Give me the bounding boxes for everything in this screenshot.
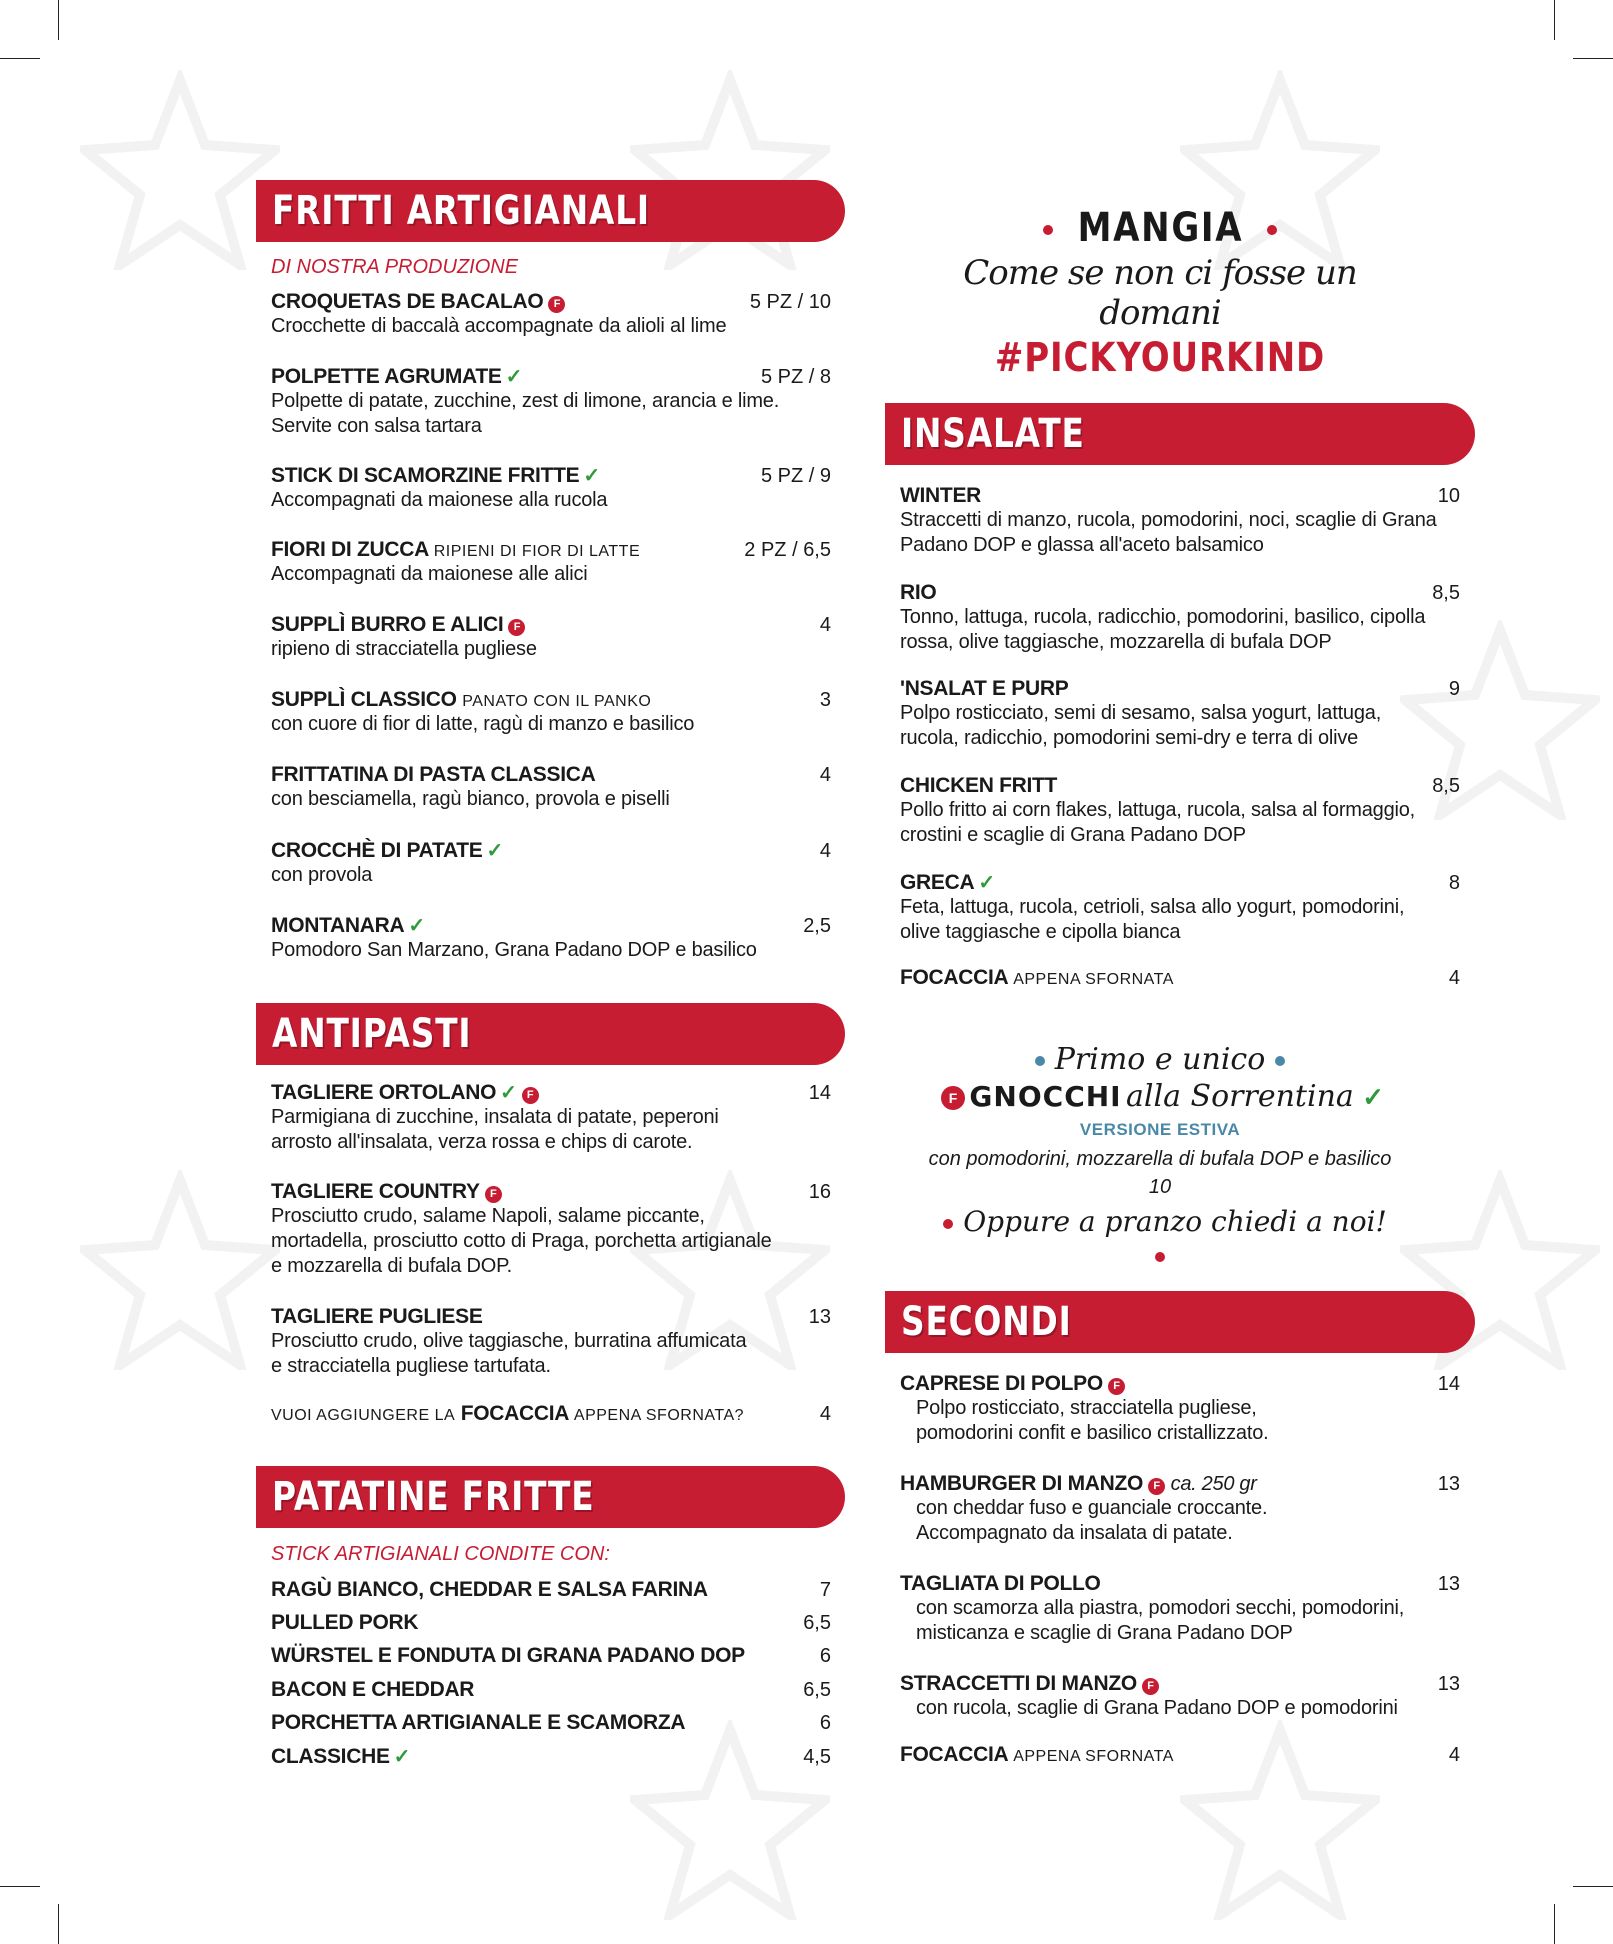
item-name: CLASSICHE: [271, 1745, 390, 1768]
item-price: 6: [819, 1712, 831, 1734]
section-subtitle: DI NOSTRA PRODUZIONE: [271, 256, 519, 278]
item-name: TAGLIERE COUNTRY: [271, 1180, 480, 1203]
item-name: WÜRSTEL E FONDUTA DI GRANA PADANO DOP: [271, 1644, 745, 1667]
focaccia-item: [900, 1743, 1460, 1767]
item-name: CROQUETAS DE BACALAO: [271, 290, 544, 313]
item-description: Feta, lattuga, rucola, cetrioli, salsa allo yogurt, pomodorini,: [900, 896, 1405, 918]
addon-price: 4: [819, 1403, 831, 1425]
bullet-dot-icon: [1275, 1056, 1285, 1066]
item-price: 7: [819, 1579, 831, 1601]
item-price: 6: [819, 1645, 831, 1667]
special-intro: Primo e unico: [1054, 1042, 1266, 1077]
item-name: CHICKEN FRITT: [900, 774, 1058, 797]
menu-item: [900, 484, 1460, 558]
item-name: FIORI DI ZUCCA: [271, 538, 429, 561]
menu-item: [900, 677, 1460, 751]
item-price: 5 PZ / 9: [760, 465, 831, 487]
item-price: 8,5: [1432, 582, 1460, 604]
brand-title: MANGIA: [1077, 205, 1243, 251]
item-note: PANATO CON IL PANKO: [462, 693, 652, 710]
item-description: mortadella, prosciutto cotto di Praga, porchetta artigianale: [271, 1230, 772, 1252]
bullet-dot-icon: [1035, 1056, 1045, 1066]
item-price: 14: [808, 1082, 831, 1104]
item-description: Polpo rosticciato, semi di sesamo, salsa yogurt, lattuga,: [900, 702, 1382, 724]
item-price: 3: [819, 689, 831, 711]
vegetarian-icon: ✓: [408, 915, 425, 937]
menu-item: [271, 1644, 831, 1668]
section-band-secondi: [885, 1291, 1475, 1353]
fried-icon: F: [485, 1186, 502, 1203]
fried-icon: F: [548, 296, 565, 313]
special-version: VERSIONE ESTIVA: [1079, 1120, 1241, 1139]
item-price: 5 PZ / 10: [749, 291, 831, 313]
brand-header: [930, 205, 1390, 381]
item-name: PORCHETTA ARTIGIANALE E SCAMORZA: [271, 1711, 686, 1734]
item-name: PULLED PORK: [271, 1611, 419, 1634]
secondi-list: [900, 1372, 1460, 1782]
section-title: PATATINE FRITTE: [272, 1474, 595, 1520]
item-description: e stracciatella pugliese tartufata.: [271, 1355, 551, 1377]
item-description: Prosciutto crudo, olive taggiasche, burratina affumicata: [271, 1330, 747, 1352]
item-name: TAGLIATA DI POLLO: [900, 1572, 1101, 1595]
item-note: APPENA SFORNATA: [1013, 1748, 1174, 1765]
menu-item: [271, 290, 831, 339]
item-description: pomodorini confit e basilico cristallizzato.: [916, 1422, 1269, 1444]
item-price: 13: [1437, 1473, 1460, 1495]
section-title: SECONDI: [901, 1299, 1072, 1345]
item-price: 13: [808, 1306, 831, 1328]
item-description: con scamorza alla piastra, pomodori secchi, pomodorini,: [916, 1597, 1405, 1619]
vegetarian-icon: ✓: [486, 840, 503, 862]
item-description: e mozzarella di bufala DOP.: [271, 1255, 513, 1277]
menu-item: [900, 870, 1460, 945]
item-price: 10: [1437, 485, 1460, 507]
menu-item: [900, 1672, 1460, 1721]
focaccia-item: [900, 966, 1460, 990]
vegetarian-icon: ✓: [583, 465, 600, 487]
bullet-dot-icon: [1043, 225, 1053, 235]
item-description: con cheddar fuso e guanciale croccante.: [916, 1497, 1268, 1519]
section-band-antipasti: [256, 1003, 845, 1065]
fried-icon: F: [1148, 1478, 1165, 1495]
menu-item: [271, 1080, 831, 1155]
special-footer: Oppure a pranzo chiedi a noi!: [963, 1205, 1387, 1238]
item-price: 4: [819, 840, 831, 862]
menu-item: [271, 763, 831, 812]
item-description: Accompagnati da maionese alla rucola: [271, 489, 608, 511]
item-price: 14: [1437, 1373, 1460, 1395]
section-title: FRITTI ARTIGIANALI: [272, 188, 650, 234]
item-price: 5 PZ / 8: [760, 366, 831, 388]
item-name: RIO: [900, 581, 937, 604]
item-name: TAGLIERE PUGLIESE: [271, 1305, 483, 1328]
item-name: CAPRESE DI POLPO: [900, 1372, 1103, 1395]
vegetarian-icon: ✓: [1362, 1082, 1385, 1112]
item-description: Accompagnato da insalata di patate.: [916, 1522, 1233, 1544]
item-price: 6,5: [803, 1679, 831, 1701]
patatine-list: [271, 1578, 831, 1778]
menu-item: [271, 1711, 831, 1735]
item-note: APPENA SFORNATA: [1013, 971, 1174, 988]
item-name: 'NSALAT E PURP: [900, 677, 1069, 700]
item-description: Servite con salsa tartara: [271, 415, 482, 437]
right-column: [880, 0, 1613, 1944]
section-band-fritti: [256, 180, 845, 242]
menu-item: [271, 838, 831, 888]
menu-item: [271, 463, 831, 513]
item-description: Polpo rosticciato, stracciatella pugliese,: [916, 1397, 1257, 1419]
menu-item: [900, 1372, 1460, 1446]
menu-item: [271, 1180, 831, 1279]
menu-item: [900, 774, 1460, 848]
item-name: HAMBURGER DI MANZO: [900, 1472, 1144, 1495]
item-description: Pomodoro San Marzano, Grana Padano DOP e basilico: [271, 939, 757, 961]
fried-icon: F: [508, 619, 525, 636]
item-price: 9: [1448, 678, 1460, 700]
item-description: Parmigiana di zucchine, insalata di patate, peperoni: [271, 1106, 719, 1128]
menu-item: [900, 1572, 1460, 1646]
addon-suffix: APPENA SFORNATA?: [573, 1407, 745, 1424]
menu-item: [271, 1744, 831, 1769]
item-description: Accompagnati da maionese alle alici: [271, 563, 588, 585]
item-price: 13: [1437, 1573, 1460, 1595]
item-description: rossa, olive taggiasche, mozzarella di bufala DOP: [900, 631, 1332, 653]
item-description: Tonno, lattuga, rucola, radicchio, pomodorini, basilico, cipolla: [900, 606, 1426, 628]
fried-icon: F: [941, 1086, 965, 1110]
menu-item: [271, 364, 831, 439]
menu-item: [271, 1578, 831, 1602]
addon-prefix: VUOI AGGIUNGERE LA: [271, 1407, 456, 1424]
item-description: crostini e scaglie di Grana Padano DOP: [900, 824, 1246, 846]
item-name: SUPPLÌ CLASSICO: [271, 688, 457, 711]
insalate-list: [900, 484, 1460, 994]
menu-item: [271, 613, 831, 662]
brand-tagline: Come se non ci fosse un domani: [963, 253, 1357, 333]
item-description: misticanza e scaglie di Grana Padano DOP: [916, 1622, 1293, 1644]
item-weight: ca. 250 gr: [1170, 1473, 1257, 1495]
item-name: TAGLIERE ORTOLANO: [271, 1081, 497, 1104]
menu-item: [271, 1678, 831, 1702]
addon-name: FOCACCIA: [460, 1402, 569, 1425]
special-description: con pomodorini, mozzarella di bufala DOP e basilico: [928, 1148, 1392, 1170]
fried-icon: F: [522, 1087, 539, 1104]
item-name: SUPPLÌ BURRO E ALICI: [271, 613, 504, 636]
item-description: Padano DOP e glassa all'aceto balsamico: [900, 534, 1264, 556]
item-name: STRACCETTI DI MANZO: [900, 1672, 1137, 1695]
item-name: GRECA: [900, 871, 975, 894]
item-description: con rucola, scaglie di Grana Padano DOP e pomodorini: [916, 1697, 1398, 1719]
item-name: WINTER: [900, 484, 982, 507]
section-band-insalate: [885, 403, 1475, 465]
special-name-suffix: alla Sorrentina: [1126, 1079, 1354, 1114]
focaccia-addon: [271, 1402, 831, 1426]
item-name: BACON E CHEDDAR: [271, 1678, 475, 1701]
menu-item: [271, 538, 831, 587]
item-name: RAGÙ BIANCO, CHEDDAR E SALSA FARINA: [271, 1578, 708, 1601]
item-price: 6,5: [803, 1612, 831, 1634]
item-name: FOCACCIA: [900, 1743, 1008, 1766]
item-description: Pollo fritto ai corn flakes, lattuga, rucola, salsa al formaggio,: [900, 799, 1416, 821]
section-title: INSALATE: [901, 411, 1085, 457]
item-description: olive taggiasche e cipolla bianca: [900, 921, 1181, 943]
item-description: con cuore di fior di latte, ragù di manzo e basilico: [271, 713, 695, 735]
item-price: 13: [1437, 1673, 1460, 1695]
vegetarian-icon: ✓: [500, 1082, 517, 1104]
item-price: 2,5: [803, 915, 831, 937]
special-name: GNOCCHI: [969, 1080, 1122, 1113]
special-price: 10: [1148, 1176, 1172, 1198]
gnocchi-special: [920, 1042, 1400, 1271]
item-description: Straccetti di manzo, rucola, pomodorini, noci, scaglie di Grana: [900, 509, 1437, 531]
antipasti-list: [271, 1080, 831, 1440]
item-price: 4: [1448, 1744, 1460, 1766]
item-name: FRITTATINA DI PASTA CLASSICA: [271, 763, 596, 786]
item-description: arrosto all'insalata, verza rossa e chips di carote.: [271, 1131, 693, 1153]
item-name: STICK DI SCAMORZINE FRITTE: [271, 464, 580, 487]
menu-item: [900, 581, 1460, 655]
item-name: CROCCHÈ DI PATATE: [271, 839, 483, 862]
brand-hashtag: #PICKYOURKIND: [994, 335, 1326, 381]
menu-item: [271, 1305, 831, 1379]
item-price: 16: [808, 1181, 831, 1203]
fried-icon: F: [1142, 1678, 1159, 1695]
item-description: con provola: [271, 864, 373, 886]
section-title: ANTIPASTI: [272, 1011, 472, 1057]
item-name: FOCACCIA: [900, 966, 1008, 989]
menu-item: [271, 1611, 831, 1635]
item-description: ripieno di stracciatella pugliese: [271, 638, 537, 660]
section-band-patatine: [256, 1466, 845, 1528]
item-price: 2 PZ / 6,5: [744, 539, 831, 561]
bullet-dot-icon: [1267, 225, 1277, 235]
vegetarian-icon: ✓: [978, 872, 995, 894]
fried-icon: F: [1108, 1378, 1125, 1395]
section-subtitle: STICK ARTIGIANALI CONDITE CON:: [271, 1543, 610, 1565]
item-price: 4,5: [803, 1746, 831, 1768]
item-price: 4: [819, 614, 831, 636]
item-price: 4: [1448, 967, 1460, 989]
menu-item: [271, 913, 831, 963]
bullet-dot-icon: [943, 1219, 953, 1229]
item-description: con besciamella, ragù bianco, provola e piselli: [271, 788, 670, 810]
item-description: rucola, radicchio, pomodorini semi-dry e terra di olive: [900, 727, 1359, 749]
item-name: MONTANARA: [271, 914, 405, 937]
item-name: POLPETTE AGRUMATE: [271, 365, 502, 388]
menu-item: [900, 1472, 1460, 1546]
bullet-dot-icon: [1155, 1252, 1165, 1262]
vegetarian-icon: ✓: [393, 1746, 411, 1768]
menu-item: [271, 688, 831, 737]
item-description: Prosciutto crudo, salame Napoli, salame piccante,: [271, 1205, 705, 1227]
item-price: 8: [1448, 872, 1460, 894]
fritti-list: [271, 290, 831, 970]
item-description: Polpette di patate, zucchine, zest di limone, arancia e lime.: [271, 390, 780, 412]
item-description: Crocchette di baccalà accompagnate da alioli al lime: [271, 315, 727, 337]
item-price: 4: [819, 764, 831, 786]
item-note: RIPIENI DI FIOR DI LATTE: [433, 543, 641, 560]
vegetarian-icon: ✓: [505, 366, 523, 388]
item-price: 8,5: [1432, 775, 1460, 797]
